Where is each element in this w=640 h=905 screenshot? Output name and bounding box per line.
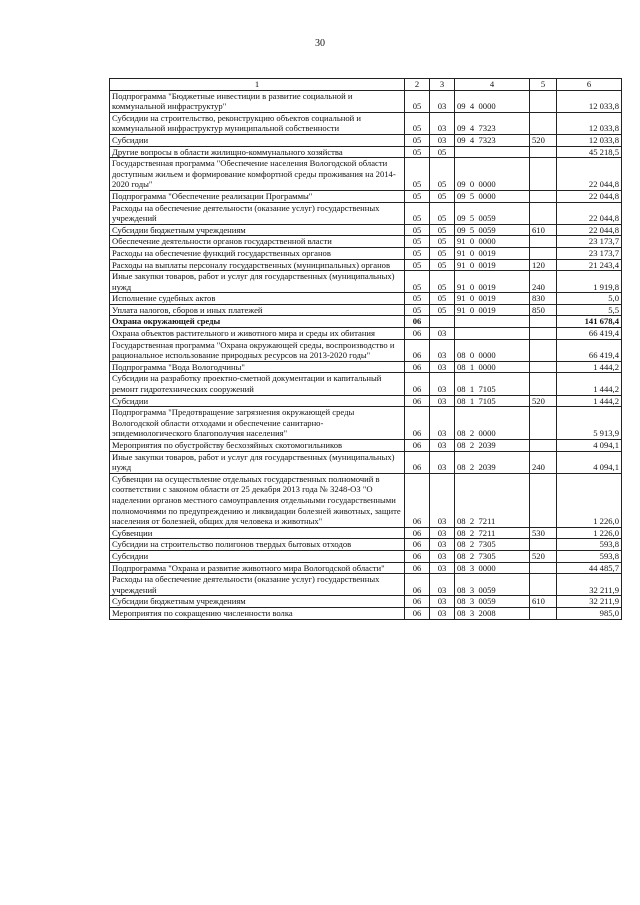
cell-name: Уплата налогов, сборов и иных платежей xyxy=(110,304,405,316)
cell-amount: 44 485,7 xyxy=(557,562,622,574)
budget-table xyxy=(109,78,622,620)
table-row xyxy=(110,596,622,608)
table-row xyxy=(110,158,622,191)
cell-target-article: 08 3 2008 xyxy=(455,607,530,619)
cell-section: 06 xyxy=(405,440,430,452)
cell-section: 05 xyxy=(405,90,430,112)
cell-subsection: 05 xyxy=(430,224,455,236)
cell-expense-type xyxy=(530,90,557,112)
cell-subsection: 05 xyxy=(430,293,455,305)
cell-subsection: 05 xyxy=(430,158,455,191)
cell-subsection: 05 xyxy=(430,271,455,293)
cell-amount: 141 678,4 xyxy=(557,316,622,328)
cell-target-article: 09 4 7323 xyxy=(455,112,530,134)
cell-target-article xyxy=(455,316,530,328)
cell-expense-type xyxy=(530,190,557,202)
cell-section: 06 xyxy=(405,574,430,596)
cell-name: Иные закупки товаров, работ и услуг для государственных (муниципальных) нужд xyxy=(110,451,405,473)
cell-name: Субсидии xyxy=(110,134,405,146)
cell-section: 05 xyxy=(405,190,430,202)
cell-name: Субвенции на осуществление отдельных государственных полномочий в соответствии с законом области от 25 декабря 2013 года № 3248-ОЗ "О наделении органов местного самоуправления отдельными государственными полномочиями по предупреждению и ликвидации болезней животных, защите населения от болезней, общих для человека и животных" xyxy=(110,473,405,527)
page-number: 30 xyxy=(315,38,325,49)
cell-expense-type xyxy=(530,361,557,373)
cell-target-article: 09 5 0000 xyxy=(455,190,530,202)
cell-subsection: 03 xyxy=(430,451,455,473)
cell-amount: 1 444,2 xyxy=(557,373,622,395)
table-row xyxy=(110,539,622,551)
cell-section: 05 xyxy=(405,146,430,158)
cell-expense-type xyxy=(530,316,557,328)
cell-subsection: 03 xyxy=(430,473,455,527)
cell-section: 05 xyxy=(405,271,430,293)
cell-subsection: 03 xyxy=(430,328,455,340)
cell-expense-type xyxy=(530,339,557,361)
table-row xyxy=(110,562,622,574)
cell-target-article: 08 1 7105 xyxy=(455,373,530,395)
cell-amount: 12 033,8 xyxy=(557,112,622,134)
cell-section: 05 xyxy=(405,112,430,134)
cell-name: Обеспечение деятельности органов государственной власти xyxy=(110,236,405,248)
table-row xyxy=(110,90,622,112)
cell-target-article: 91 0 0019 xyxy=(455,293,530,305)
cell-subsection: 03 xyxy=(430,440,455,452)
cell-amount: 1 444,2 xyxy=(557,361,622,373)
cell-subsection: 03 xyxy=(430,596,455,608)
cell-amount: 593,8 xyxy=(557,539,622,551)
cell-expense-type xyxy=(530,112,557,134)
cell-target-article: 91 0 0019 xyxy=(455,271,530,293)
cell-section: 06 xyxy=(405,361,430,373)
cell-name: Субсидии бюджетным учреждениям xyxy=(110,224,405,236)
cell-target-article: 08 3 0059 xyxy=(455,574,530,596)
cell-target-article: 91 0 0019 xyxy=(455,247,530,259)
table-row xyxy=(110,361,622,373)
header-cell-section: 2 xyxy=(405,79,430,91)
cell-name: Расходы на выплаты персоналу государственных (муниципальных) органов xyxy=(110,259,405,271)
cell-expense-type: 850 xyxy=(530,304,557,316)
cell-name: Расходы на обеспечение функций государственных органов xyxy=(110,247,405,259)
cell-name: Расходы на обеспечение деятельности (оказание услуг) государственных учреждений xyxy=(110,574,405,596)
table-row xyxy=(110,407,622,440)
table-row xyxy=(110,451,622,473)
cell-expense-type xyxy=(530,407,557,440)
table-row xyxy=(110,373,622,395)
cell-name: Мероприятия по сокращению численности волка xyxy=(110,607,405,619)
cell-target-article: 08 2 2039 xyxy=(455,451,530,473)
cell-name: Субсидии на строительство, реконструкцию объектов социальной и коммунальной инфраструктур муниципальной собственности xyxy=(110,112,405,134)
cell-name: Исполнение судебных актов xyxy=(110,293,405,305)
cell-amount: 66 419,4 xyxy=(557,339,622,361)
cell-section: 06 xyxy=(405,596,430,608)
cell-name: Подпрограмма "Обеспечение реализации Программы" xyxy=(110,190,405,202)
table-row xyxy=(110,440,622,452)
cell-expense-type xyxy=(530,202,557,224)
table-row xyxy=(110,134,622,146)
table-row xyxy=(110,574,622,596)
cell-amount: 12 033,8 xyxy=(557,90,622,112)
table-row xyxy=(110,202,622,224)
cell-target-article: 08 1 0000 xyxy=(455,361,530,373)
cell-amount: 23 173,7 xyxy=(557,247,622,259)
header-cell-expense-type: 5 xyxy=(530,79,557,91)
cell-expense-type: 520 xyxy=(530,134,557,146)
cell-target-article: 91 0 0019 xyxy=(455,304,530,316)
cell-target-article: 08 2 7211 xyxy=(455,473,530,527)
cell-amount: 985,0 xyxy=(557,607,622,619)
cell-subsection: 05 xyxy=(430,202,455,224)
cell-amount: 23 173,7 xyxy=(557,236,622,248)
cell-name: Государственная программа "Охрана окружающей среды, воспроизводство и рациональное использование природных ресурсов на 2013-2020 годы" xyxy=(110,339,405,361)
cell-amount: 1 444,2 xyxy=(557,395,622,407)
cell-name: Охрана объектов растительного и животного мира и среды их обитания xyxy=(110,328,405,340)
cell-amount: 22 044,8 xyxy=(557,158,622,191)
table-row xyxy=(110,607,622,619)
cell-expense-type: 120 xyxy=(530,259,557,271)
cell-target-article xyxy=(455,328,530,340)
cell-subsection: 03 xyxy=(430,607,455,619)
header-cell-subsection: 3 xyxy=(430,79,455,91)
cell-target-article: 91 0 0019 xyxy=(455,259,530,271)
cell-name: Мероприятия по обустройству бесхозяйных скотомогильников xyxy=(110,440,405,452)
cell-section: 05 xyxy=(405,304,430,316)
cell-name: Расходы на обеспечение деятельности (оказание услуг) государственных учреждений xyxy=(110,202,405,224)
cell-target-article: 08 2 7305 xyxy=(455,539,530,551)
cell-name: Подпрограмма "Бюджетные инвестиции в развитие социальной и коммунальной инфраструктур" xyxy=(110,90,405,112)
cell-section: 06 xyxy=(405,395,430,407)
cell-target-article: 08 2 2039 xyxy=(455,440,530,452)
cell-name: Охрана окружающей среды xyxy=(110,316,405,328)
cell-target-article: 08 2 7211 xyxy=(455,527,530,539)
cell-section: 05 xyxy=(405,134,430,146)
cell-expense-type xyxy=(530,158,557,191)
cell-subsection: 03 xyxy=(430,90,455,112)
cell-amount: 1 226,0 xyxy=(557,527,622,539)
cell-amount: 5 913,9 xyxy=(557,407,622,440)
cell-subsection: 03 xyxy=(430,361,455,373)
cell-expense-type: 240 xyxy=(530,271,557,293)
cell-subsection: 03 xyxy=(430,550,455,562)
cell-expense-type xyxy=(530,440,557,452)
cell-subsection: 03 xyxy=(430,407,455,440)
cell-target-article: 08 2 0000 xyxy=(455,407,530,440)
cell-target-article: 08 2 7305 xyxy=(455,550,530,562)
cell-name: Подпрограмма "Вода Вологодчины" xyxy=(110,361,405,373)
cell-amount: 32 211,9 xyxy=(557,574,622,596)
cell-section: 06 xyxy=(405,451,430,473)
table-row xyxy=(110,236,622,248)
cell-section: 06 xyxy=(405,316,430,328)
cell-subsection: 03 xyxy=(430,527,455,539)
cell-name: Субсидии на разработку проектно-сметной документации и капитальный ремонт гидротехнических сооружений xyxy=(110,373,405,395)
cell-section: 06 xyxy=(405,550,430,562)
cell-amount: 45 218,5 xyxy=(557,146,622,158)
cell-name: Подпрограмма "Предотвращение загрязнения окружающей среды Вологодской области отходами и обеспечение санитарно-эпидемиологического благополучия населения" xyxy=(110,407,405,440)
cell-expense-type xyxy=(530,539,557,551)
cell-expense-type: 530 xyxy=(530,527,557,539)
table-row xyxy=(110,527,622,539)
table-row xyxy=(110,304,622,316)
table-row xyxy=(110,550,622,562)
cell-target-article: 09 4 0000 xyxy=(455,90,530,112)
table-row xyxy=(110,247,622,259)
cell-amount: 4 094,1 xyxy=(557,451,622,473)
cell-section: 05 xyxy=(405,236,430,248)
cell-subsection: 03 xyxy=(430,539,455,551)
cell-expense-type: 830 xyxy=(530,293,557,305)
cell-section: 06 xyxy=(405,607,430,619)
cell-expense-type xyxy=(530,328,557,340)
cell-name: Подпрограмма "Охрана и развитие животного мира Вологодской области" xyxy=(110,562,405,574)
cell-target-article: 09 5 0059 xyxy=(455,224,530,236)
header-cell-name: 1 xyxy=(110,79,405,91)
cell-expense-type: 610 xyxy=(530,224,557,236)
cell-amount: 21 243,4 xyxy=(557,259,622,271)
cell-amount: 66 419,4 xyxy=(557,328,622,340)
table-row xyxy=(110,259,622,271)
cell-target-article: 08 0 0000 xyxy=(455,339,530,361)
cell-target-article: 08 3 0059 xyxy=(455,596,530,608)
cell-name: Субсидии бюджетным учреждениям xyxy=(110,596,405,608)
cell-target-article: 08 3 0000 xyxy=(455,562,530,574)
cell-section: 05 xyxy=(405,247,430,259)
cell-section: 05 xyxy=(405,224,430,236)
header-cell-amount: 6 xyxy=(557,79,622,91)
cell-section: 06 xyxy=(405,539,430,551)
cell-target-article xyxy=(455,146,530,158)
table-row xyxy=(110,395,622,407)
cell-amount: 32 211,9 xyxy=(557,596,622,608)
table-row xyxy=(110,293,622,305)
cell-amount: 22 044,8 xyxy=(557,202,622,224)
cell-target-article: 08 1 7105 xyxy=(455,395,530,407)
cell-target-article: 09 5 0059 xyxy=(455,202,530,224)
cell-section: 06 xyxy=(405,527,430,539)
cell-subsection: 05 xyxy=(430,236,455,248)
cell-name: Субсидии xyxy=(110,395,405,407)
cell-subsection: 05 xyxy=(430,190,455,202)
cell-expense-type: 240 xyxy=(530,451,557,473)
cell-expense-type xyxy=(530,373,557,395)
cell-expense-type xyxy=(530,146,557,158)
cell-subsection: 03 xyxy=(430,373,455,395)
cell-name: Субвенции xyxy=(110,527,405,539)
cell-expense-type: 520 xyxy=(530,550,557,562)
cell-section: 06 xyxy=(405,373,430,395)
cell-section: 05 xyxy=(405,158,430,191)
cell-expense-type: 520 xyxy=(530,395,557,407)
cell-expense-type: 610 xyxy=(530,596,557,608)
cell-subsection: 05 xyxy=(430,304,455,316)
cell-target-article: 09 4 7323 xyxy=(455,134,530,146)
table-header-row xyxy=(110,79,622,91)
cell-subsection: 03 xyxy=(430,339,455,361)
cell-target-article: 91 0 0000 xyxy=(455,236,530,248)
cell-target-article: 09 0 0000 xyxy=(455,158,530,191)
table-row xyxy=(110,224,622,236)
cell-subsection xyxy=(430,316,455,328)
cell-expense-type xyxy=(530,473,557,527)
cell-section: 06 xyxy=(405,473,430,527)
table-row xyxy=(110,271,622,293)
cell-section: 06 xyxy=(405,339,430,361)
cell-expense-type xyxy=(530,574,557,596)
header-cell-target-article: 4 xyxy=(455,79,530,91)
table-row xyxy=(110,112,622,134)
table-row xyxy=(110,328,622,340)
cell-amount: 22 044,8 xyxy=(557,190,622,202)
cell-subsection: 03 xyxy=(430,395,455,407)
cell-amount: 5,0 xyxy=(557,293,622,305)
cell-subsection: 05 xyxy=(430,259,455,271)
cell-section: 06 xyxy=(405,407,430,440)
cell-amount: 1 919,8 xyxy=(557,271,622,293)
table-row xyxy=(110,190,622,202)
cell-name: Государственная программа "Обеспечение населения Вологодской области доступным жильем и формирование комфортной среды проживания на 2014-2020 годы" xyxy=(110,158,405,191)
cell-name: Иные закупки товаров, работ и услуг для государственных (муниципальных) нужд xyxy=(110,271,405,293)
cell-expense-type xyxy=(530,236,557,248)
cell-amount: 1 226,0 xyxy=(557,473,622,527)
cell-amount: 22 044,8 xyxy=(557,224,622,236)
cell-subsection: 03 xyxy=(430,134,455,146)
cell-amount: 593,8 xyxy=(557,550,622,562)
cell-expense-type xyxy=(530,562,557,574)
table-row xyxy=(110,339,622,361)
cell-amount: 4 094,1 xyxy=(557,440,622,452)
table-row xyxy=(110,146,622,158)
cell-name: Субсидии на строительство полигонов твердых бытовых отходов xyxy=(110,539,405,551)
cell-subsection: 05 xyxy=(430,247,455,259)
table-row xyxy=(110,316,622,328)
cell-section: 05 xyxy=(405,202,430,224)
cell-subsection: 03 xyxy=(430,562,455,574)
cell-name: Субсидии xyxy=(110,550,405,562)
cell-subsection: 05 xyxy=(430,146,455,158)
cell-amount: 5,5 xyxy=(557,304,622,316)
cell-section: 06 xyxy=(405,328,430,340)
cell-subsection: 03 xyxy=(430,112,455,134)
cell-section: 05 xyxy=(405,259,430,271)
cell-name: Другие вопросы в области жилищно-коммунального хозяйства xyxy=(110,146,405,158)
cell-subsection: 03 xyxy=(430,574,455,596)
cell-section: 05 xyxy=(405,293,430,305)
cell-expense-type xyxy=(530,607,557,619)
table-row xyxy=(110,473,622,527)
cell-section: 06 xyxy=(405,562,430,574)
cell-expense-type xyxy=(530,247,557,259)
table-body xyxy=(110,90,622,619)
cell-amount: 12 033,8 xyxy=(557,134,622,146)
